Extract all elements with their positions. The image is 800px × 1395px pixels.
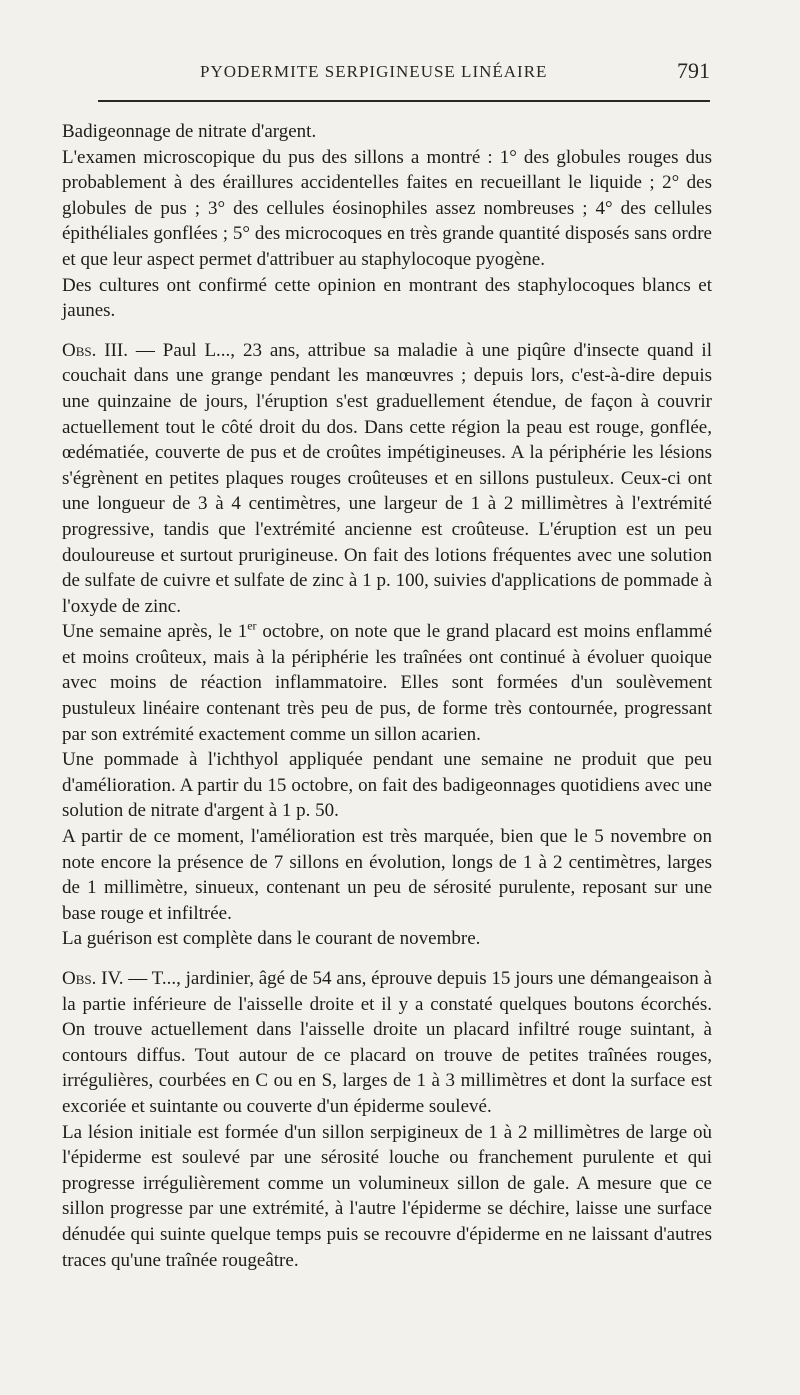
paragraph-text: Badigeonnage de nitrate d'argent. (62, 121, 317, 142)
paragraph (62, 273, 712, 324)
paragraph-text: La lésion initiale est formée d'un sillon serpigineux de 1 à 2 millimètres de large où l'épiderme est soulevé par une sérosité louche ou franchement purulente et qui progresse irrégulièrement comme un volumineux sillon de gale. A mesure que ce sillon progresse par une extrémité, à l'autre l'épiderme se déchire, laisse une surface dénudée qui suinte quelque temps puis se recouvre d'épiderme en ne laissant d'autres traces qu'une traînée rougeâtre. (62, 1121, 712, 1271)
paragraph-text: — T..., jardinier, âgé de 54 ans, éprouve depuis 15 jours une démangeaison à la partie inférieure de l'aisselle droite et il y a constaté quelques boutons écorchés. On trouve actuellement dans l'aisselle droite un placard infiltré rouge suintant, à contours diffus. Tout autour de ce placard on trouve de petites traînées rouges, irrégulières, courbées en C ou en S, larges de 1 à 3 millimètres et dont la surface est excoriée et suintante ou couverte d'un épiderme soulevé. (62, 968, 712, 1117)
paragraph (62, 747, 712, 824)
paragraph-text: Des cultures ont confirmé cette opinion en montrant des staphylocoques blancs et jaunes. (62, 274, 712, 322)
paragraph-text: L'examen microscopique du pus des sillons a montré : 1° des globules rouges dus probablement à des éraillures accidentelles faites en recueillant le liquide ; 2° des globules de pus ; 3° des cellules éosinophiles assez nombreuses ; 4° des cellules épithéliales gonflées ; 5° des microcoques en très grande quantité disposés sans ordre et que leur aspect permet d'attribuer au staphylocoque pyogène. (62, 146, 712, 270)
paragraph-text: A partir de ce moment, l'amélioration est très marquée, bien que le 5 novembre on note encore la présence de 7 sillons en évolution, longs de 1 à 2 centimètres, larges de 1 millimètre, sinueux, contenant un peu de sérosité purulente, reposant sur une base rouge et infiltrée. (62, 826, 712, 924)
paragraph-text: octobre, on note que le grand placard est moins enflammé et moins croûteux, mais à la périphérie les traînées ont continué à évoluer quoique avec moins de réaction inflammatoire. Elles sont formées d'un soulèvement pustuleux linéaire contenant très peu de pus, de forme très contournée, progressant par son extrémité exactement comme un sillon acarien. (62, 621, 712, 745)
paragraph-text: Une pommade à l'ichthyol appliquée pendant une semaine ne produit que peu d'amélioration. A partir du 15 octobre, on fait des badigeonnages quotidiens avec une solution de nitrate d'argent à 1 p. 50. (62, 749, 712, 822)
paragraph (62, 1120, 712, 1274)
running-title: PYODERMITE SERPIGINEUSE LINÉAIRE (200, 62, 548, 81)
paragraph (62, 824, 712, 926)
observation-paragraph (62, 338, 712, 620)
observation-label: Obs. IV. (62, 968, 124, 989)
body-text (62, 119, 712, 1273)
paragraph (62, 926, 712, 952)
paragraph (62, 145, 712, 273)
paragraph (62, 119, 712, 145)
observation-paragraph (62, 966, 712, 1120)
header-rule (98, 100, 710, 102)
paragraph-text: La guérison est complète dans le courant de novembre. (62, 928, 481, 950)
page-number: 791 (677, 58, 710, 83)
observation-label: Obs. III. (62, 339, 128, 361)
paragraph-text: Une semaine après, le 1 (62, 621, 248, 643)
paragraph (62, 619, 712, 747)
superscript: er (247, 618, 257, 633)
paragraph-text: — Paul L..., 23 ans, attribue sa maladie à une piqûre d'insecte quand il couchait dans une grange pendant les manœuvres ; depuis lors, c'est-à-dire depuis une quinzaine de jours, l'éruption s'est graduellement étendue, de façon à couvrir actuellement tout le côté droit du dos. Dans cette région la peau est rouge, gonflée, œdématiée, couverte de pus et de croûtes impétigineuses. A la périphérie les lésions s'égrènent en petites plaques rouges croûteuses et en sillons pustuleux. Ceux-ci ont une longueur de 3 à 4 centimètres, une largeur de 1 à 2 millimètres à l'extrémité progressive, tandis que l'extrémité ancienne est croûteuse. L'éruption est un peu douloureuse et surtout prurigineuse. On fait des lotions fréquentes avec une solution de sulfate de cuivre et sulfate de zinc à 1 p. 100, suivies d'applications de pommade à l'oxyde de zinc. (62, 339, 712, 617)
